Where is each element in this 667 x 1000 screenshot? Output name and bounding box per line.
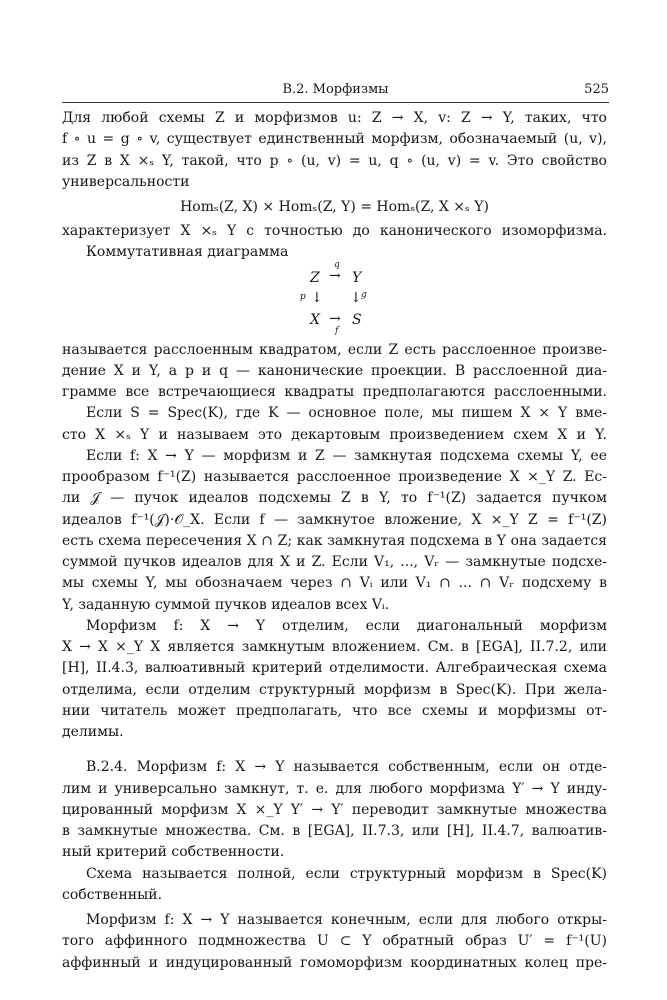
text-line: идеалов f⁻¹(𝒥)·𝒪_X. Если f — замкнутое вложение, X ×_Y Z = f⁻¹(Z) xyxy=(62,511,607,528)
text-line: прообразом f⁻¹(Z) называется расслоенное произведение X ×_Y Z. Ес- xyxy=(62,469,607,485)
diagram-node-top-right: Y xyxy=(352,269,362,286)
text-line: универсальности xyxy=(62,173,190,190)
text-line: ли 𝒥 — пучок идеалов подсхемы Z в Y, то f⁻¹(Z) задается пучком xyxy=(62,490,607,507)
diagram-label-f: f xyxy=(335,325,339,336)
text-line: дение X и Y, а p и q — канонические проекции. В расслоенной диа- xyxy=(62,362,607,379)
running-header xyxy=(62,80,609,103)
text-line: X → X ×_Y X является замкнутым вложением. См. в [EGA], II.7.2, или xyxy=(62,639,607,655)
text-line: характеризует X ×ₛ Y с точностью до канонического изоморфизма. xyxy=(62,223,607,239)
section-gap xyxy=(62,743,607,757)
text-line: аффинный и индуцированный гомоморфизм координатных колец пре- xyxy=(62,954,607,971)
text-line: называется расслоенным квадратом, если Z есть расслоенное произве- xyxy=(62,341,607,358)
text-line: Если S = Spec(K), где K — основное поле, мы пишем X × Y вме- xyxy=(86,405,607,422)
text-line: f ∘ u = g ∘ v, существует единственный морфизм, обозначаемый (u, v), xyxy=(62,131,607,148)
diagram-arrow-left: ↓ xyxy=(311,289,323,306)
text-line: есть схема пересечения X ∩ Z; как замкнутая подсхема в Y она задается xyxy=(62,532,607,549)
diagram-node-top-left: Z xyxy=(310,269,320,286)
text-line: Схема называется полной, если структурный морфизм в Spec(K) xyxy=(86,865,607,882)
diagram-node-bottom-left: X xyxy=(310,311,320,328)
diagram-node-bottom-right: S xyxy=(352,311,362,328)
commutative-diagram xyxy=(62,259,607,340)
page-number: 525 xyxy=(584,82,609,97)
text-line: [H], II.4.3, валюативный критерий отделимости. Алгебраическая схема xyxy=(62,660,607,677)
diagram-arrow-top: → xyxy=(329,267,341,284)
text-line: нии читатель может предполагать, что все схемы и морфизмы от- xyxy=(62,702,607,719)
text-line: в замкнутые множества. См. в [EGA], II.7.3, или [H], II.4.7, валюатив- xyxy=(62,823,607,839)
text-line: лим и универсально замкнут, т. е. для любого морфизма Y′ → Y инду- xyxy=(62,780,607,797)
text-line: делимы. xyxy=(62,724,124,740)
diagram-label-g: g xyxy=(361,289,367,300)
text-line: отделима, если отделим структурный морфизм в Spec(K). При жела- xyxy=(62,681,607,698)
text-line: Коммутативная диаграмма xyxy=(86,244,289,261)
text-line: сто X ×ₛ Y и называем это декартовым произведением схем X и Y. xyxy=(62,426,607,443)
diagram-label-p: p xyxy=(300,291,306,302)
text-line: грамме все встречающиеся квадраты предполагаются расслоенными. xyxy=(62,384,607,400)
diagram-arrow-right: ↓ xyxy=(350,289,362,306)
text-line: цированный морфизм X ×_Y Y′ → Y′ переводит замкнутые множества xyxy=(62,801,607,818)
text-line: из Z в X ×ₛ Y, такой, что p ∘ (u, v) = u, q ∘ (u, v) = v. Это свойство xyxy=(62,152,607,169)
text-line: Если f: X → Y — морфизм и Z — замкнутая подсхема схемы Y, ее xyxy=(86,447,607,464)
text-line: Y, заданную суммой пучков идеалов всех Vᵢ. xyxy=(62,596,390,613)
text-line: Морфизм f: X → Y называется конечным, если для любого откры- xyxy=(86,912,607,928)
text-line: собственный. xyxy=(62,886,163,903)
text-line: того аффинного подмножества U ⊂ Y обратный образ U′ = f⁻¹(U) xyxy=(62,933,607,950)
text-line: мы схемы Y, мы обозначаем через ∩ Vᵢ или V₁ ∩ ... ∩ Vᵣ подсхему в xyxy=(62,575,607,592)
text-line: ный критерий собственности. xyxy=(62,844,285,861)
diagram-arrow-bottom: → xyxy=(329,310,341,327)
running-header-title: В.2. Морфизмы xyxy=(282,82,389,97)
page-body xyxy=(62,108,607,974)
diagram-label-q: q xyxy=(334,259,340,270)
display-formula: Homₛ(Z, X) × Homₛ(Z, Y) = Homₛ(Z, X ×ₛ Y) xyxy=(180,199,489,215)
text-line: Для любой схемы Z и морфизмов u: Z → X, v: Z → Y, таких, что xyxy=(62,110,607,126)
text-line: Морфизм f: X → Y отделим, если диагональный морфизм xyxy=(86,617,607,634)
text-line: суммой пучков идеалов для X и Z. Если V₁, ..., Vᵣ — замкнутые подсхе- xyxy=(62,554,607,570)
text-line: B.2.4. Морфизм f: X → Y называется собственным, если он отде- xyxy=(86,759,607,776)
